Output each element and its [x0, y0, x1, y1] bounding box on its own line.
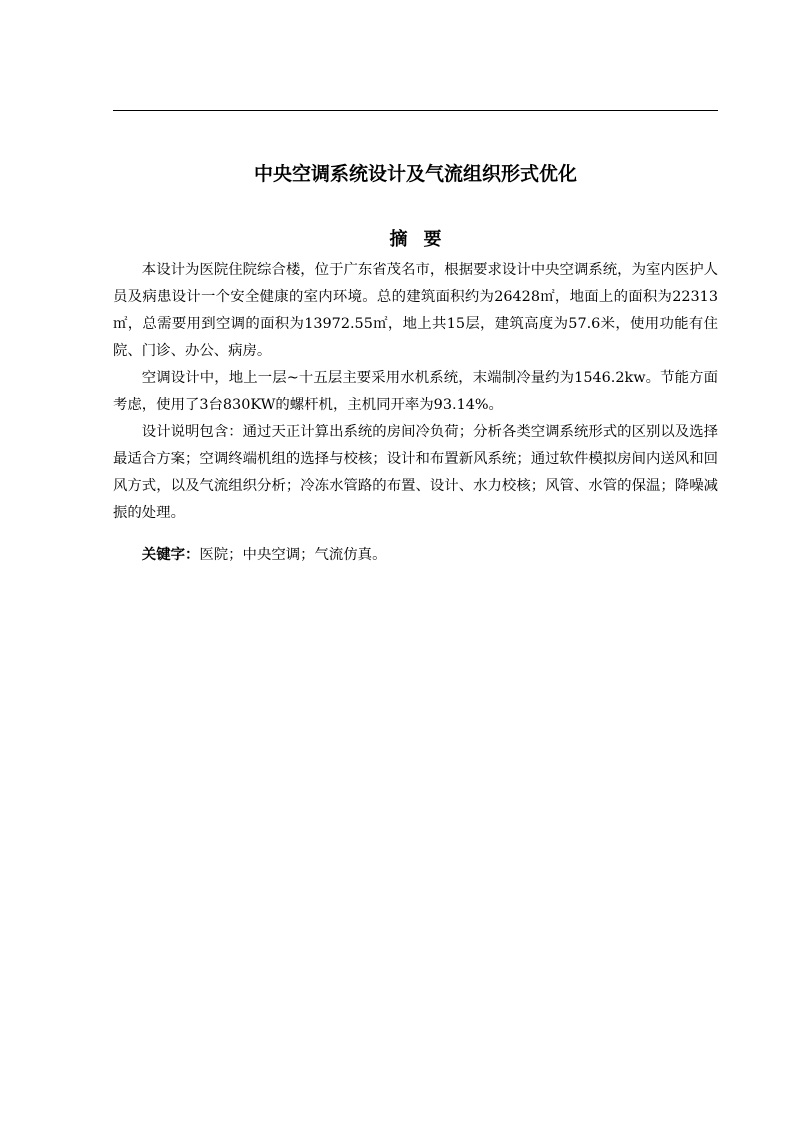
header-rule	[113, 110, 718, 111]
abstract-paragraph-3: 设计说明包含：通过天正计算出系统的房间冷负荷；分析各类空调系统形式的区别以及选择最适合方案；空调终端机组的选择与校核；设计和布置新风系统；通过软件模拟房间内送风和回风方式，以及气流组织分析；冷冻水管路的布置、设计、水力校核；风管、水管的保温；降噪减振的处理。	[113, 424, 718, 521]
abstract-paragraph-2: 空调设计中，地上一层~十五层主要采用水机系统，末端制冷量约为1546.2kw。节能方面考虑，使用了3台830KW的螺杆机，主机同开率为93.14%。	[113, 370, 718, 413]
keywords-value: 医院；中央空调；气流仿真。	[199, 547, 387, 563]
document-title: 中央空调系统设计及气流组织形式优化	[253, 163, 577, 185]
keywords-label: 关键字：	[141, 547, 200, 563]
abstract-paragraph-1: 本设计为医院住院综合楼，位于广东省茂名市，根据要求设计中央空调系统，为室内医护人员及病患设计一个安全健康的室内环境。总的建筑面积约为26428㎡，地面上的面积为22313㎡，总需要用到空调的面积为13972.55㎡，地上共15层，建筑高度为57.6米，使用功能有住院、门诊、办公、病房。	[113, 262, 718, 359]
abstract-body	[113, 257, 718, 527]
abstract-heading: 摘要	[389, 229, 458, 250]
keywords-line	[113, 542, 718, 569]
